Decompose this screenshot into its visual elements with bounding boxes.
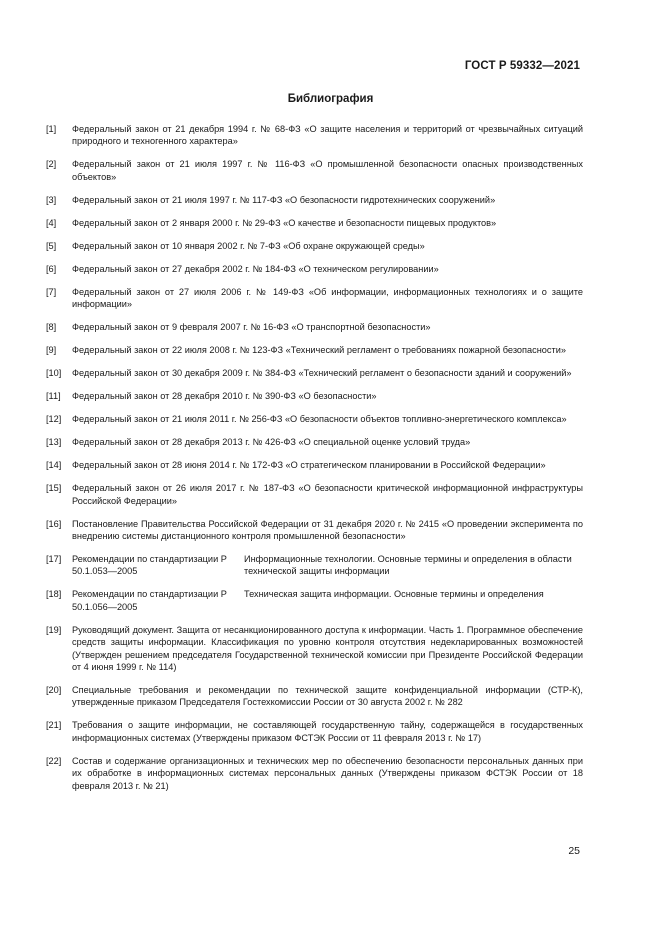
reference-item <box>46 482 583 507</box>
document-code: ГОСТ Р 59332—2021 <box>464 60 580 72</box>
bibliography-list <box>46 123 583 803</box>
reference-item <box>46 344 583 356</box>
reference-text: Федеральный закон от 27 июля 2006 г. № 149-ФЗ «Об информации, информационных технологиях и о защите информации» <box>72 286 583 310</box>
reference-item <box>46 123 583 148</box>
reference-text: Федеральный закон от 28 июня 2014 г. № 172-ФЗ «О стратегическом планировании в Российской Федерации» <box>72 460 546 471</box>
reference-number: [17] <box>46 554 62 565</box>
reference-item <box>46 158 583 183</box>
reference-number: [15] <box>46 483 62 494</box>
reference-item <box>46 755 583 792</box>
page-title: Библиография <box>287 93 374 105</box>
reference-number: [1] <box>46 124 57 134</box>
reference-text: Специальные требования и рекомендации по технической защите конфиденциальной информации (СТР-К), утвержденные приказом Председателя Гостехкомиссии России от 30 августа 2002 г. № 282 <box>72 685 583 708</box>
reference-number: [20] <box>46 685 62 696</box>
recommendation-title: Информационные технологии. Основные термины и определения в области технической защиты информации <box>244 554 572 577</box>
reference-text: Федеральный закон от 26 июля 2017 г. № 187-ФЗ «О безопасности критической информационной инфраструктуры Российской Федерации» <box>72 483 583 506</box>
reference-text: Требования о защите информации, не составляющей государственную тайну, содержащейся в государственных информационных системах (Утверждены приказом ФСТЭК России от 11 февраля 2013 г. № 17) <box>72 720 583 743</box>
reference-item <box>46 286 583 311</box>
reference-number: [7] <box>46 286 57 297</box>
reference-number: [19] <box>46 624 62 635</box>
recommendation-item <box>46 553 583 578</box>
reference-text: Постановление Правительства Российской Федерации от 31 декабря 2020 г. № 2415 «О проведении эксперимента по внедрению системы дистанционного контроля промышленной безопасности» <box>72 518 583 542</box>
recommendation-title: Техническая защита информации. Основные термины и определения <box>244 589 544 600</box>
page-number: 25 <box>568 845 580 857</box>
reference-number: [16] <box>46 518 62 529</box>
reference-text: Состав и содержание организационных и технических мер по обеспечению безопасности персональных данных при их обработке в информационных системах персональных данных (Утверждены приказом ФСТЭК России от 18 февраля 2013 г. № 21) <box>72 755 583 791</box>
reference-item <box>46 436 583 448</box>
reference-text <box>72 553 583 578</box>
reference-item <box>46 390 583 402</box>
reference-item <box>46 263 583 275</box>
reference-text: Федеральный закон от 30 декабря 2009 г. № 384-ФЗ «Технический регламент о безопасности зданий и сооружений» <box>72 368 572 379</box>
reference-item <box>46 217 583 229</box>
reference-item <box>46 367 583 379</box>
reference-item <box>46 719 583 744</box>
reference-number: [4] <box>46 217 57 228</box>
recommendation-item <box>46 588 583 613</box>
reference-item <box>46 684 583 709</box>
reference-text: Федеральный закон от 21 июля 1997 г. № 116-ФЗ «О промышленной безопасности опасных производственных объектов» <box>72 159 583 182</box>
reference-number: [3] <box>46 194 57 205</box>
reference-item <box>46 413 583 425</box>
reference-text <box>72 588 583 613</box>
reference-item <box>46 240 583 252</box>
reference-number: [21] <box>46 720 62 731</box>
reference-number: [12] <box>46 414 62 425</box>
reference-text: Федеральный закон от 21 июля 2011 г. № 256-ФЗ «О безопасности объектов топливно-энергетического комплекса» <box>72 414 567 425</box>
reference-item <box>46 624 583 674</box>
reference-number: [11] <box>46 391 61 402</box>
reference-text: Федеральный закон от 21 июля 1997 г. № 117-ФЗ «О безопасности гидротехнических сооружений» <box>72 194 496 205</box>
reference-item <box>46 194 583 206</box>
reference-text: Федеральный закон от 9 февраля 2007 г. № 16-ФЗ «О транспортной безопасности» <box>72 322 431 333</box>
reference-number: [22] <box>46 755 62 766</box>
reference-text: Федеральный закон от 21 декабря 1994 г. № 68-ФЗ «О защите населения и территорий от чрезвычайных ситуаций природного и техногенного характера» <box>72 124 583 147</box>
reference-text: Федеральный закон от 10 января 2002 г. № 7-ФЗ «Об охране окружающей среды» <box>72 240 425 251</box>
reference-text: Федеральный закон от 2 января 2000 г. № 29-ФЗ «О качестве и безопасности пищевых продуктов» <box>72 217 497 228</box>
reference-text: Федеральный закон от 28 декабря 2010 г. № 390-ФЗ «О безопасности» <box>72 391 377 402</box>
reference-number: [5] <box>46 240 57 251</box>
reference-number: [8] <box>46 322 57 333</box>
recommendation-designation: Рекомендации по стандартизации Р 50.1.056—2005 <box>72 589 227 612</box>
reference-text: Федеральный закон от 27 декабря 2002 г. № 184-ФЗ «О техническом регулировании» <box>72 263 439 274</box>
reference-item <box>46 459 583 471</box>
reference-text: Руководящий документ. Защита от несанкционированного доступа к информации. Часть 1. Программное обеспечение средств защиты информации. Классификация по уровню контроля отсутствия недекларированных возможностей (Утвержден решением председателя Государственной технической комиссии при Президенте Российской Федерации от 4 июня 1999 г. № 114) <box>72 624 583 673</box>
reference-number: [18] <box>46 589 62 600</box>
reference-item <box>46 518 583 543</box>
reference-number: [6] <box>46 263 57 274</box>
reference-text: Федеральный закон от 22 июля 2008 г. № 123-ФЗ «Технический регламент о требованиях пожарной безопасности» <box>72 345 566 356</box>
reference-text: Федеральный закон от 28 декабря 2013 г. № 426-ФЗ «О специальной оценке условий труда» <box>72 437 471 448</box>
recommendation-designation: Рекомендации по стандартизации Р 50.1.053—2005 <box>72 554 227 577</box>
reference-number: [14] <box>46 460 62 471</box>
reference-number: [2] <box>46 159 57 170</box>
reference-item <box>46 321 583 333</box>
reference-number: [13] <box>46 437 62 448</box>
reference-number: [10] <box>46 368 62 379</box>
reference-number: [9] <box>46 345 57 356</box>
